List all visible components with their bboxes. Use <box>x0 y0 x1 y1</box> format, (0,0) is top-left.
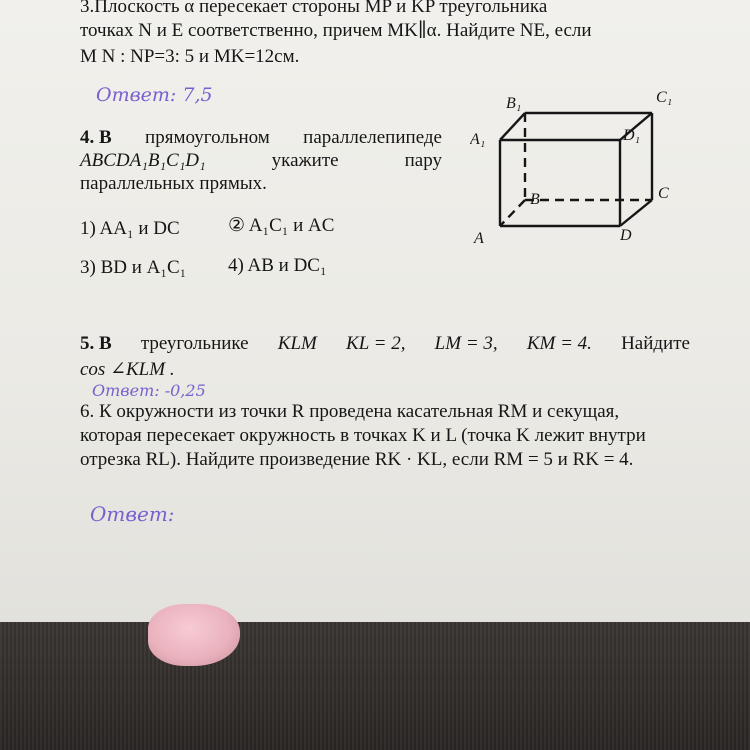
problem-5-word-2: Найдите <box>621 333 690 354</box>
pink-fabric-object <box>148 604 240 666</box>
vertex-b1-label: B₁ <box>506 95 522 112</box>
problem-5-triangle-name: KLM <box>277 333 317 354</box>
vertex-c-label: C <box>658 185 669 202</box>
problem-4-word-3: укажите <box>271 150 339 171</box>
problem-4-line-2 <box>80 150 442 172</box>
problem-5-side-kl: KL = 2, <box>346 333 406 354</box>
problem-6-line-3: отрезка RL). Найдите произведение RK · KL, если RM = 5 и RK = 4. <box>80 449 634 470</box>
problem-4-solid-name: ABCDA₁B₁C₁D₁ <box>80 150 206 171</box>
vertex-d-label: D <box>620 227 632 244</box>
vertex-c1-label: C₁ <box>656 89 673 106</box>
problem-6-line-1: 6. К окружности из точки R проведена касательная RM и секущая, <box>80 401 620 422</box>
problem-4-option-3: 3) BD и A₁C₁ <box>80 257 187 278</box>
problem-4-line-1 <box>80 127 442 149</box>
problem-4-option-2: ② A₁C₁ и AC <box>228 215 335 236</box>
problem-5-answer: Ответ: -0,25 <box>92 381 206 400</box>
problem-4-word-1: прямоугольном <box>145 127 270 148</box>
problem-5-line-1 <box>80 333 690 355</box>
problem-4-option-4: 4) AB и DC₁ <box>228 255 327 276</box>
problem-5-number: 5. В <box>80 333 112 354</box>
problem-3-line-3: M N : NP=3: 5 и MK=12см. <box>80 46 300 67</box>
problem-3-line-1: 3.Плоскость α пересекает стороны MP и KP треугольника <box>80 0 548 17</box>
vertex-a-label: A <box>474 230 484 247</box>
problem-4-option-1: 1) AA₁ и DC <box>80 218 180 239</box>
problem-6-answer: Ответ: <box>90 502 175 526</box>
problem-5-word-1: треугольнике <box>140 333 249 354</box>
problem-4-line-3: параллельных прямых. <box>80 173 267 194</box>
vertex-a1-label: A₁ <box>470 131 486 148</box>
problem-3-answer: Ответ: 7,5 <box>96 84 213 106</box>
problem-5-side-lm: LM = 3, <box>434 333 498 354</box>
vertex-d1-label: D₁ <box>623 127 641 144</box>
problem-5-side-km: KM = 4. <box>526 333 592 354</box>
problem-6-line-2: которая пересекает окружность в точках K и L (точка K лежит внутри <box>80 425 646 446</box>
problem-4-word-2: параллелепипеде <box>303 127 442 148</box>
parallelepiped-figure <box>470 88 700 253</box>
problem-3-line-2: точках N и E соответственно, причем MK∥α. Найдите NE, если <box>80 20 592 41</box>
problem-4-number: 4. В <box>80 127 112 148</box>
table-surface <box>0 622 750 750</box>
problem-5-line-2: cos ∠KLM . <box>80 359 175 380</box>
vertex-b-label: B <box>530 191 540 208</box>
problem-4-word-4: пару <box>404 150 442 171</box>
